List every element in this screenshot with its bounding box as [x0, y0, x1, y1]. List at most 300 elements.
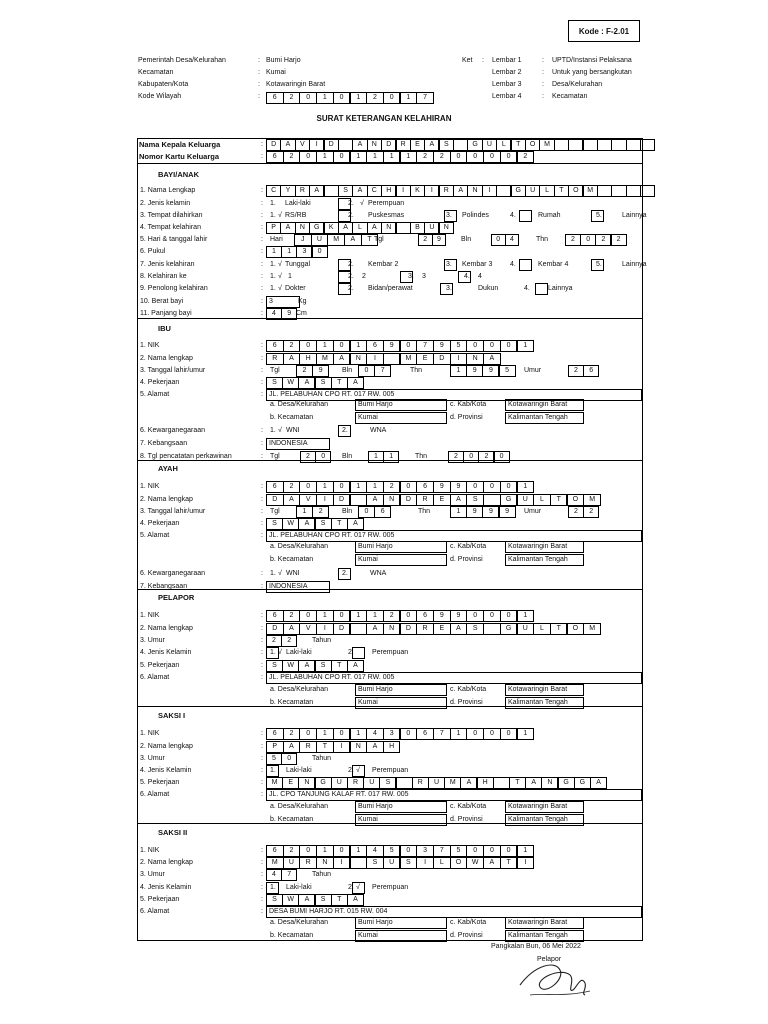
ibu-thn-grid-cell: 9	[482, 365, 499, 377]
saksi1-row-label: 1. NIK	[140, 730, 160, 737]
bayi-birth-type-option[interactable]: Lainnya	[622, 261, 647, 268]
bayi-year-grid-cell: 2	[595, 234, 611, 246]
saksi1-job-grid-cell: E	[282, 777, 299, 789]
pelapor-name-grid-cell: E	[433, 623, 451, 635]
saksi1-gender-option[interactable]: Laki-laki	[286, 767, 312, 774]
saksi2-name-grid-cell: U	[283, 857, 301, 869]
bayi-date-grid-cell: 2	[418, 234, 433, 246]
kk-number-grid-cell: 2	[416, 151, 434, 163]
ayah-section	[137, 460, 643, 590]
checkbox[interactable]	[444, 210, 457, 222]
kk-name-grid-cell: V	[295, 139, 310, 151]
bayi-name-grid-cell: R	[295, 185, 310, 197]
ayah-name-grid-cell: N	[383, 494, 401, 506]
lembar-value: Desa/Kelurahan	[552, 81, 603, 88]
saksi2-name-grid-cell: W	[466, 857, 484, 869]
ibu-bln-grid-cell: 7	[374, 365, 391, 377]
kk-name-grid-cell	[453, 139, 468, 151]
bayi-month-label: Bln	[461, 236, 472, 243]
bayi-birthplace-option[interactable]: Rumah	[538, 212, 561, 219]
pelapor-gender-option[interactable]: Perempuan	[372, 649, 409, 656]
saksi1-nik-grid[interactable]	[266, 728, 533, 740]
bayi-birth-order-option[interactable]: 3	[422, 273, 426, 280]
bayi-name-grid-cell	[324, 185, 339, 197]
ibu-tgl-grid[interactable]	[296, 365, 328, 377]
addr-kec-label: b. Kecamatan	[270, 556, 314, 563]
ibu-nik-grid-cell: 6	[266, 340, 284, 352]
bayi-birth-order-option[interactable]: 1	[288, 273, 292, 280]
ayah-row-label: 5. Alamat	[140, 532, 170, 539]
colon: :	[261, 871, 263, 878]
kk-name-grid[interactable]	[266, 139, 655, 151]
kk-number-grid-cell: 0	[466, 151, 484, 163]
bayi-helper-option[interactable]: Bidan/perawat	[368, 285, 413, 292]
bayi-birthplace-option[interactable]: Polindes	[462, 212, 489, 219]
ibu-row-label: 2. Nama lengkap	[140, 355, 193, 362]
ayah-nik-grid[interactable]	[266, 481, 533, 493]
colon: :	[261, 896, 263, 903]
addr-prov-label: d. Provinsi	[450, 556, 483, 563]
ibu-nik-grid-cell: 1	[517, 340, 535, 352]
kk-name-grid-cell: M	[539, 139, 554, 151]
checkbox[interactable]	[338, 259, 351, 271]
saksi2-heading: SAKSI II	[158, 828, 188, 837]
bayi-day-grid-cell: T	[361, 234, 379, 246]
saksi1-nik-grid-cell: 0	[466, 728, 484, 740]
ayah-job-grid-cell: A	[347, 518, 364, 530]
ayah-name-grid-cell: S	[466, 494, 484, 506]
saksi2-gender-option[interactable]: √	[356, 884, 360, 891]
saksi1-kab-box[interactable]: Kotawaringin Barat	[505, 801, 584, 813]
bayi-birth-type-option: 1.	[270, 261, 276, 268]
ibu-citizenship-option[interactable]: √	[278, 427, 282, 434]
pelapor-address-box[interactable]: JL. PELABUHAN CPO RT. 017 RW. 005	[266, 672, 642, 684]
kk-name-grid-cell: A	[352, 139, 367, 151]
saksi2-name-grid-cell: L	[433, 857, 451, 869]
ibu-nik-grid-cell: 0	[299, 340, 317, 352]
bayi-name-grid-cell	[626, 185, 641, 197]
ayah-kab-box[interactable]: Kotawaringin Barat	[505, 541, 584, 553]
pelapor-name-grid-cell: T	[550, 623, 568, 635]
form-code: Kode : F-2.01	[568, 20, 640, 42]
saksi1-gender-option: 2.	[348, 767, 354, 774]
saksi1-row-label: 3. Umur	[140, 755, 165, 762]
colon: :	[542, 57, 544, 64]
ibu-kawin-bln-grid-cell: 1	[368, 451, 384, 463]
ibu-umur-grid[interactable]	[568, 365, 598, 377]
ibu-job-grid-cell: S	[315, 377, 332, 389]
bayi-gender-option[interactable]: Perempuan	[368, 200, 405, 207]
ayah-desa-box[interactable]: Bumi Harjo	[355, 541, 447, 553]
bayi-row-label: 6. Pukul	[140, 248, 166, 255]
bayi-year-grid[interactable]	[565, 234, 626, 246]
bayi-date-label: Tgl	[374, 236, 384, 243]
bayi-date-grid-cell: 9	[432, 234, 447, 246]
ibu-nik-grid[interactable]	[266, 340, 533, 352]
bayi-month-grid-cell: 0	[491, 234, 506, 246]
saksi2-name-grid-cell: I	[416, 857, 434, 869]
bayi-name-grid-cell: C	[266, 185, 281, 197]
colon: :	[261, 908, 263, 915]
pelapor-gender-option[interactable]: √	[278, 649, 282, 656]
ayah-bln-grid[interactable]	[358, 506, 390, 518]
saksi1-job-grid[interactable]	[266, 777, 606, 789]
ibu-citizenship-option[interactable]: WNI	[286, 427, 300, 434]
saksi1-job-grid-cell: N	[298, 777, 315, 789]
checkbox[interactable]	[352, 765, 365, 777]
kk-number-grid-cell: 0	[483, 151, 501, 163]
bayi-row-label: 8. Kelahiran ke	[140, 273, 187, 280]
saksi1-job-grid-cell: H	[477, 777, 494, 789]
ayah-job-grid-cell: T	[331, 518, 348, 530]
pelapor-gender-option: 1.	[270, 649, 276, 656]
ibu-kec-box[interactable]: Kumai	[355, 412, 447, 424]
ayah-nation-box[interactable]: INDONESIA	[266, 581, 330, 593]
bayi-birth-city-grid[interactable]	[266, 222, 453, 234]
bayi-birthplace-option[interactable]: √	[278, 212, 282, 219]
kk-name-grid-cell	[554, 139, 569, 151]
bayi-row-label: 9. Penolong kelahiran	[140, 285, 208, 292]
bayi-row-label: 1. Nama Lengkap	[140, 187, 196, 194]
ayah-bln-grid-cell: 6	[374, 506, 391, 518]
colon: :	[258, 57, 260, 64]
bayi-birth-city-grid-cell: N	[439, 222, 454, 234]
pelapor-nik-grid-cell: 1	[350, 610, 368, 622]
ibu-tgl-grid-cell: 9	[312, 365, 329, 377]
kode-wilayah-cell: 0	[333, 92, 351, 104]
colon: :	[261, 496, 263, 503]
saksi2-gender-option[interactable]: Laki-laki	[286, 884, 312, 891]
bayi-birthplace-option: 4.	[510, 212, 516, 219]
saksi1-nik-grid-cell: 0	[333, 728, 351, 740]
ibu-prov-box[interactable]: Kalimantan Tengah	[505, 412, 584, 424]
ayah-job-grid-cell: S	[266, 518, 283, 530]
ibu-nik-grid-cell: 0	[483, 340, 501, 352]
pelapor-nik-grid-cell: 1	[366, 610, 384, 622]
addr-kab-label: c. Kab/Kota	[450, 401, 487, 408]
bayi-weight-box[interactable]: 3	[266, 296, 300, 308]
saksi1-job-grid-cell: G	[558, 777, 575, 789]
colon: :	[261, 310, 263, 317]
saksi1-prov-box[interactable]: Kalimantan Tengah	[505, 814, 584, 826]
bayi-helper-option[interactable]: Lainnya	[548, 285, 573, 292]
colon: :	[261, 248, 263, 255]
saksi2-address-box[interactable]: DESA BUMI HARJO RT. 015 RW. 004	[266, 906, 642, 918]
bayi-month-grid[interactable]	[491, 234, 518, 246]
bayi-birthplace-option: 2.	[348, 212, 354, 219]
checkbox[interactable]	[266, 647, 279, 659]
saksi1-job-grid-cell: N	[541, 777, 558, 789]
ibu-job-grid-cell: A	[298, 377, 315, 389]
ayah-name-grid[interactable]	[266, 494, 600, 506]
bayi-time-grid[interactable]	[266, 246, 327, 258]
saksi2-nik-grid-cell: 0	[466, 845, 484, 857]
ibu-name-grid[interactable]	[266, 353, 500, 365]
ayah-thn-label: Thn	[418, 508, 431, 515]
saksi2-desa-box[interactable]: Bumi Harjo	[355, 917, 447, 929]
ibu-kawin-tgl-grid-cell: 0	[315, 451, 331, 463]
pelapor-name-grid[interactable]	[266, 623, 600, 635]
ayah-address-box[interactable]: JL. PELABUHAN CPO RT. 017 RW. 005	[266, 530, 642, 542]
saksi1-job-grid-cell: A	[525, 777, 542, 789]
saksi1-job-grid-cell: G	[315, 777, 332, 789]
checkbox[interactable]	[535, 283, 548, 295]
bayi-day-grid[interactable]	[294, 234, 378, 246]
saksi2-umur-grid[interactable]	[266, 869, 296, 881]
bayi-birth-city-grid-cell: A	[367, 222, 382, 234]
addr-prov-label: d. Provinsi	[450, 816, 483, 823]
ayah-job-grid[interactable]	[266, 518, 363, 530]
ayah-umur-grid[interactable]	[568, 506, 598, 518]
ibu-thn-grid[interactable]	[450, 365, 515, 377]
ibu-heading: IBU	[158, 324, 171, 333]
pelapor-name-grid-cell: D	[266, 623, 284, 635]
pelapor-desa-box[interactable]: Bumi Harjo	[355, 684, 447, 696]
colon: :	[261, 440, 263, 447]
saksi1-kec-box[interactable]: Kumai	[355, 814, 447, 826]
saksi2-job-grid[interactable]	[266, 894, 363, 906]
colon: :	[258, 69, 260, 76]
saksi1-tahun-label: Tahun	[312, 755, 332, 762]
kk-number-grid[interactable]	[266, 151, 533, 163]
pelapor-name-grid-cell: R	[416, 623, 434, 635]
ayah-tgl-grid[interactable]	[296, 506, 328, 518]
ayah-nik-grid-cell: 6	[266, 481, 284, 493]
bayi-birth-type-option: 3.	[446, 261, 452, 268]
colon: :	[482, 57, 484, 64]
checkbox[interactable]	[338, 271, 351, 283]
bayi-helper-option: 1.	[270, 285, 276, 292]
bayi-date-grid[interactable]	[418, 234, 445, 246]
ayah-nik-grid-cell: 1	[366, 481, 384, 493]
ibu-nik-grid-cell: 1	[316, 340, 334, 352]
ayah-kec-box[interactable]: Kumai	[355, 554, 447, 566]
bayi-birthplace-option: 1.	[270, 212, 276, 219]
bayi-birth-order-option[interactable]: √	[278, 273, 282, 280]
saksi1-gender-option[interactable]: Perempuan	[372, 767, 409, 774]
pelapor-gender-option[interactable]: Laki-laki	[286, 649, 312, 656]
ibu-name-grid-cell: R	[266, 353, 284, 365]
bayi-row-label: 7. Jenis kelahiran	[140, 261, 195, 268]
bayi-name-grid-cell: O	[568, 185, 583, 197]
pelapor-job-grid[interactable]	[266, 660, 363, 672]
checkbox[interactable]	[519, 210, 532, 222]
addr-kab-label: c. Kab/Kota	[450, 803, 487, 810]
checkbox[interactable]	[591, 259, 604, 271]
bayi-day-grid-cell: M	[327, 234, 345, 246]
colon: :	[261, 637, 263, 644]
checkbox[interactable]	[338, 568, 351, 580]
ibu-tgl-label: Tgl	[270, 367, 280, 374]
colon: :	[261, 625, 263, 632]
kk-name-grid-cell: A	[280, 139, 295, 151]
kk-number-grid-cell: 1	[383, 151, 401, 163]
kk-name-grid-cell: L	[496, 139, 511, 151]
pelapor-kab-box[interactable]: Kotawaringin Barat	[505, 684, 584, 696]
ibu-citizenship-option[interactable]: WNA	[370, 427, 387, 434]
saksi2-row-label: 5. Pekerjaan	[140, 896, 180, 903]
saksi2-row-label: 4. Jenis Kelamin	[140, 884, 192, 891]
ibu-name-grid-cell: I	[450, 353, 468, 365]
ibu-kab-box[interactable]: Kotawaringin Barat	[505, 399, 584, 411]
bayi-birth-order-option[interactable]: 2	[362, 273, 366, 280]
pelapor-job-grid-cell: W	[282, 660, 299, 672]
ibu-kawin-thn-grid-cell: 0	[494, 451, 510, 463]
ibu-nik-grid-cell: 0	[466, 340, 484, 352]
addr-prov-label: d. Provinsi	[450, 699, 483, 706]
ayah-citizenship-option[interactable]: WNI	[286, 570, 300, 577]
saksi2-name-grid-cell: T	[500, 857, 518, 869]
bayi-helper-option[interactable]: √	[278, 285, 282, 292]
saksi1-umur-grid[interactable]	[266, 753, 296, 765]
ibu-nik-grid-cell: 0	[400, 340, 418, 352]
checkbox[interactable]	[266, 882, 279, 894]
saksi1-gender-option[interactable]: √	[356, 767, 360, 774]
ket-label: Ket	[462, 57, 473, 64]
bayi-birth-type-option[interactable]: Kembar 2	[368, 261, 399, 268]
bayi-birth-type-option[interactable]: √	[278, 261, 282, 268]
colon: :	[261, 612, 263, 619]
checkbox[interactable]	[352, 647, 365, 659]
pelapor-umur-grid[interactable]	[266, 635, 296, 647]
ibu-job-grid[interactable]	[266, 377, 363, 389]
pelapor-nik-grid-cell: 0	[400, 610, 418, 622]
saksi1-name-grid-cell: I	[333, 741, 351, 753]
bayi-helper-option[interactable]: Dukun	[478, 285, 499, 292]
saksi2-kab-box[interactable]: Kotawaringin Barat	[505, 917, 584, 929]
pelapor-tahun-label: Tahun	[312, 637, 332, 644]
bayi-birth-city-grid-cell: L	[352, 222, 367, 234]
checkbox[interactable]	[440, 283, 453, 295]
bayi-birth-city-grid-cell	[396, 222, 411, 234]
ayah-thn-grid[interactable]	[450, 506, 515, 518]
checkbox[interactable]	[266, 765, 279, 777]
ibu-nik-grid-cell: 6	[366, 340, 384, 352]
pelapor-nik-grid-cell: 1	[517, 610, 535, 622]
kode-wilayah-cell: 2	[366, 92, 384, 104]
checkbox[interactable]	[338, 198, 351, 210]
checkbox[interactable]	[400, 271, 413, 283]
saksi1-job-grid-cell: S	[379, 777, 396, 789]
saksi1-nik-grid-cell: 4	[366, 728, 384, 740]
checkbox[interactable]	[519, 259, 532, 271]
bayi-birth-city-grid-cell: K	[324, 222, 339, 234]
bayi-birth-type-option[interactable]: Kembar 3	[462, 261, 493, 268]
bayi-gender-option[interactable]: √	[360, 200, 364, 207]
ibu-kawin-thn-label: Thn	[415, 453, 428, 460]
ibu-nation-box[interactable]: INDONESIA	[266, 438, 330, 450]
saksi1-address-box[interactable]: JL. CPO TANJUNG KALAF RT. 017 RW. 005	[266, 789, 642, 801]
ibu-row-label: 8. Tgl pencatatan perkawinan	[140, 453, 232, 460]
bayi-helper-option[interactable]: Dokter	[285, 285, 306, 292]
saksi2-row-label: 1. NIK	[140, 847, 160, 854]
pelapor-name-grid-cell: V	[299, 623, 317, 635]
saksi2-name-grid[interactable]	[266, 857, 533, 869]
bayi-birthplace-option[interactable]: RS/RB	[285, 212, 307, 219]
addr-kab-label: c. Kab/Kota	[450, 686, 487, 693]
bayi-time-grid-cell: 3	[296, 246, 312, 258]
ayah-name-grid-cell: O	[567, 494, 585, 506]
ayah-nik-grid-cell: 1	[517, 481, 535, 493]
ibu-tgl-grid-cell: 2	[296, 365, 313, 377]
bayi-birth-type-option: 4.	[510, 261, 516, 268]
saksi2-prov-box[interactable]: Kalimantan Tengah	[505, 930, 584, 942]
bayi-birth-city-grid-cell: P	[266, 222, 281, 234]
saksi1-job-grid-cell	[493, 777, 510, 789]
saksi2-umur-grid-cell: 4	[266, 869, 282, 881]
saksi2-gender-option: 1.	[270, 884, 276, 891]
bayi-birth-order-option[interactable]: 4	[478, 273, 482, 280]
ayah-nik-grid-cell: 2	[383, 481, 401, 493]
checkbox[interactable]	[338, 210, 351, 222]
ayah-name-grid-cell: V	[299, 494, 317, 506]
saksi1-name-grid[interactable]	[266, 741, 400, 753]
saksi2-nik-grid-cell: 1	[517, 845, 535, 857]
saksi2-nik-grid[interactable]	[266, 845, 533, 857]
bayi-birth-type-option[interactable]: Kembar 4	[538, 261, 569, 268]
kk-number-grid-cell: 0	[333, 151, 351, 163]
ibu-name-grid-cell: H	[299, 353, 317, 365]
ibu-bln-grid[interactable]	[358, 365, 390, 377]
ayah-prov-box[interactable]: Kalimantan Tengah	[505, 554, 584, 566]
pelapor-name-grid-cell	[350, 623, 368, 635]
checkbox[interactable]	[591, 210, 604, 222]
colon: :	[258, 93, 260, 100]
ibu-umur-grid-cell: 6	[583, 365, 599, 377]
header-value: Kotawaringin Barat	[266, 81, 326, 88]
ayah-umur-grid-cell: 2	[583, 506, 599, 518]
bayi-name-grid[interactable]	[266, 185, 655, 197]
addr-kec-label: b. Kecamatan	[270, 816, 314, 823]
kode-wilayah-cell: 6	[266, 92, 284, 104]
bayi-gender-option[interactable]: Laki-laki	[285, 200, 311, 207]
saksi2-kec-box[interactable]: Kumai	[355, 930, 447, 942]
bayi-birth-type-option[interactable]: Tunggal	[285, 261, 311, 268]
saksi1-desa-box[interactable]: Bumi Harjo	[355, 801, 447, 813]
ibu-citizenship-option: 1.	[270, 427, 276, 434]
ayah-citizenship-option[interactable]: WNA	[370, 570, 387, 577]
ibu-desa-box[interactable]: Bumi Harjo	[355, 399, 447, 411]
ayah-nik-grid-cell: 0	[466, 481, 484, 493]
ibu-job-grid-cell: W	[282, 377, 299, 389]
checkbox[interactable]	[338, 425, 351, 437]
ayah-nik-grid-cell: 1	[316, 481, 334, 493]
bayi-birthplace-option[interactable]: Lainnya	[622, 212, 647, 219]
ibu-bln-label: Bln	[342, 367, 353, 374]
checkbox[interactable]	[338, 283, 351, 295]
pelapor-prov-box[interactable]: Kalimantan Tengah	[505, 697, 584, 709]
kode-wilayah[interactable]	[266, 92, 433, 104]
pelapor-nik-grid[interactable]	[266, 610, 533, 622]
bayi-birth-order-option: 1.	[270, 273, 276, 280]
addr-desa-label: a. Desa/Kelurahan	[270, 803, 328, 810]
ayah-citizenship-option[interactable]: √	[278, 570, 282, 577]
ibu-address-box[interactable]: JL. PELABUHAN CPO RT. 017 RW. 005	[266, 389, 642, 401]
checkbox[interactable]	[458, 271, 471, 283]
pelapor-name-grid-cell: S	[466, 623, 484, 635]
checkbox[interactable]	[352, 882, 365, 894]
ibu-name-grid-cell: M	[400, 353, 418, 365]
header-label: Kode Wilayah	[138, 93, 182, 100]
addr-kab-label: c. Kab/Kota	[450, 543, 487, 550]
saksi2-gender-option[interactable]: Perempuan	[372, 884, 409, 891]
checkbox[interactable]	[444, 259, 457, 271]
bayi-helper-option: 2.	[348, 285, 354, 292]
colon: :	[261, 342, 263, 349]
pelapor-umur-grid-cell: 2	[266, 635, 282, 647]
bayi-birthplace-option[interactable]: Puskesmas	[368, 212, 405, 219]
pelapor-kec-box[interactable]: Kumai	[355, 697, 447, 709]
